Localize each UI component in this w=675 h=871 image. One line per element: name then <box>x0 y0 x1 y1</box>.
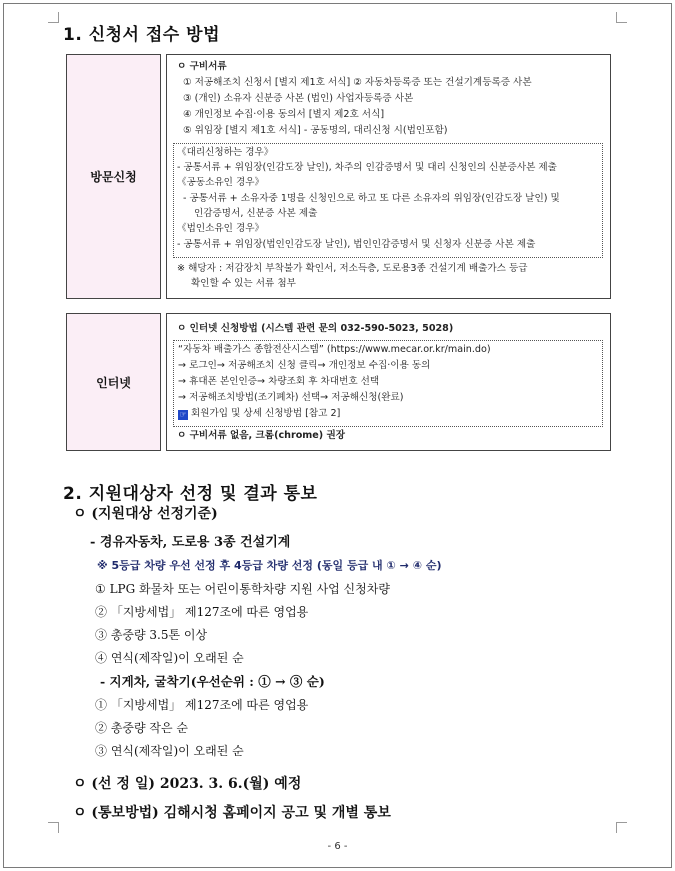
group1-item-3: ③ 총중량 3.5톤 이상 <box>95 628 208 642</box>
visit-doc-2: ③ (개인) 소유자 신분증 사본 (법인) 사업자등록증 사본 <box>183 93 414 104</box>
internet-content-cell <box>166 313 611 451</box>
section1-title: 1. 신청서 접수 방법 <box>63 25 220 45</box>
crop-mark-bottom-left <box>48 822 59 833</box>
group1-note: ※ 5등급 차량 우선 선정 후 4등급 차량 선정 (동일 등급 내 ① → ④ 순) <box>97 559 442 572</box>
group2-item-1: ① 「지방세법」 제127조에 따른 영업용 <box>95 698 309 712</box>
visit-note-1: ※ 해당자 : 저감장치 부착불가 확인서, 저소득층, 도로용3종 건설기계 배출가스 등급 <box>177 263 528 274</box>
group1-item-2: ② 「지방세법」 제127조에 따른 영업용 <box>95 605 309 619</box>
case-joint-title: 《공동소유인 경우》 <box>177 177 265 188</box>
case-joint-desc-1: - 공통서류 + 소유자중 1명을 신청인으로 하고 또 다른 소유자의 위임장(인감도장 날인) 및 <box>183 193 560 204</box>
visit-cases-box <box>173 143 603 258</box>
internet-footer: ㅇ 구비서류 없음, 크롬(chrome) 권장 <box>177 430 346 441</box>
visit-doc-1: ① 저공해조치 신청서 [별지 제1호 서식] ② 자동차등록증 또는 건설기계등록증 사본 <box>183 77 532 88</box>
visit-doc-3: ④ 개인정보 수집·이용 동의서 [별지 제2호 서식] <box>183 109 385 120</box>
group2-title: - 지게차, 굴착기(우선순위 : ① → ③ 순) <box>100 674 325 689</box>
criteria-header: ㅇ (지원대상 선정기준) <box>73 506 218 522</box>
internet-step-4: → 저공해조치방법(조기폐차) 선택→ 저공해신청(완료) <box>178 392 404 403</box>
internet-label: 인터넷 <box>96 375 131 390</box>
visit-label-cell <box>66 54 161 299</box>
internet-step-1[interactable]: “자동차 배출가스 종합전산시스템” (https://www.mecar.or.kr/main.do) <box>178 344 491 355</box>
crop-mark-top-left <box>48 12 59 23</box>
internet-steps-box <box>173 340 603 427</box>
internet-step-2: → 로그인→ 저공해조치 신청 클릭→ 개인정보 수집·이용 동의 <box>178 360 431 371</box>
group2-item-2: ② 총중량 작은 순 <box>95 721 188 735</box>
crop-mark-top-right <box>616 12 627 23</box>
case-corp-title: 《법인소유인 경우》 <box>177 223 265 234</box>
visit-docs-header: ㅇ 구비서류 <box>177 61 227 72</box>
case-joint-desc-2: 인감증명서, 신분증 사본 제출 <box>194 208 318 219</box>
case-proxy-desc: - 공통서류 + 위임장(인감도장 날인), 차주의 인감증명서 및 대리 신청인의 신분증사본 제출 <box>177 162 557 173</box>
selection-date: ㅇ (선 정 일) 2023. 3. 6.(월) 예정 <box>73 776 302 792</box>
internet-step-5-text: 회원가입 및 상세 신청방법 [참고 2] <box>191 408 341 419</box>
internet-method-header: ㅇ 인터넷 신청방법 (시스템 관련 문의 032-590-5023, 5028) <box>177 323 454 334</box>
visit-label: 방문신청 <box>90 170 137 184</box>
visit-content-cell <box>166 54 611 299</box>
pointer-icon: ☞ <box>179 410 187 419</box>
notify-method: ㅇ (통보방법) 김해시청 홈페이지 공고 및 개별 통보 <box>73 805 391 821</box>
group2-item-3: ③ 연식(제작일)이 오래된 순 <box>95 744 244 758</box>
visit-doc-4: ⑤ 위임장 [별지 제1호 서식] - 공동명의, 대리신청 시(법인포함) <box>183 125 448 136</box>
internet-step-3: → 휴대폰 본인인증→ 차량조회 후 차대번호 선택 <box>178 376 380 387</box>
visit-note-2: 확인할 수 있는 서류 첨부 <box>191 278 296 289</box>
group1-item-4: ④ 연식(제작일)이 오래된 순 <box>95 651 244 665</box>
crop-mark-bottom-right <box>616 822 627 833</box>
case-corp-desc: - 공통서류 + 위임장(법인인감도장 날인), 법인인감증명서 및 신청자 신분증 사본 제출 <box>177 239 536 250</box>
page-number: - 6 - <box>327 841 348 852</box>
group1-item-1: ① LPG 화물차 또는 어린이통학차량 지원 사업 신청차량 <box>95 582 390 596</box>
section2-title: 2. 지원대상자 선정 및 결과 통보 <box>63 484 318 504</box>
internet-step-5 <box>178 408 340 420</box>
group1-title: - 경유자동차, 도로용 3종 건설기계 <box>90 535 291 550</box>
internet-label-cell <box>66 313 161 451</box>
case-proxy-title: 《대리신청하는 경우》 <box>177 147 274 158</box>
